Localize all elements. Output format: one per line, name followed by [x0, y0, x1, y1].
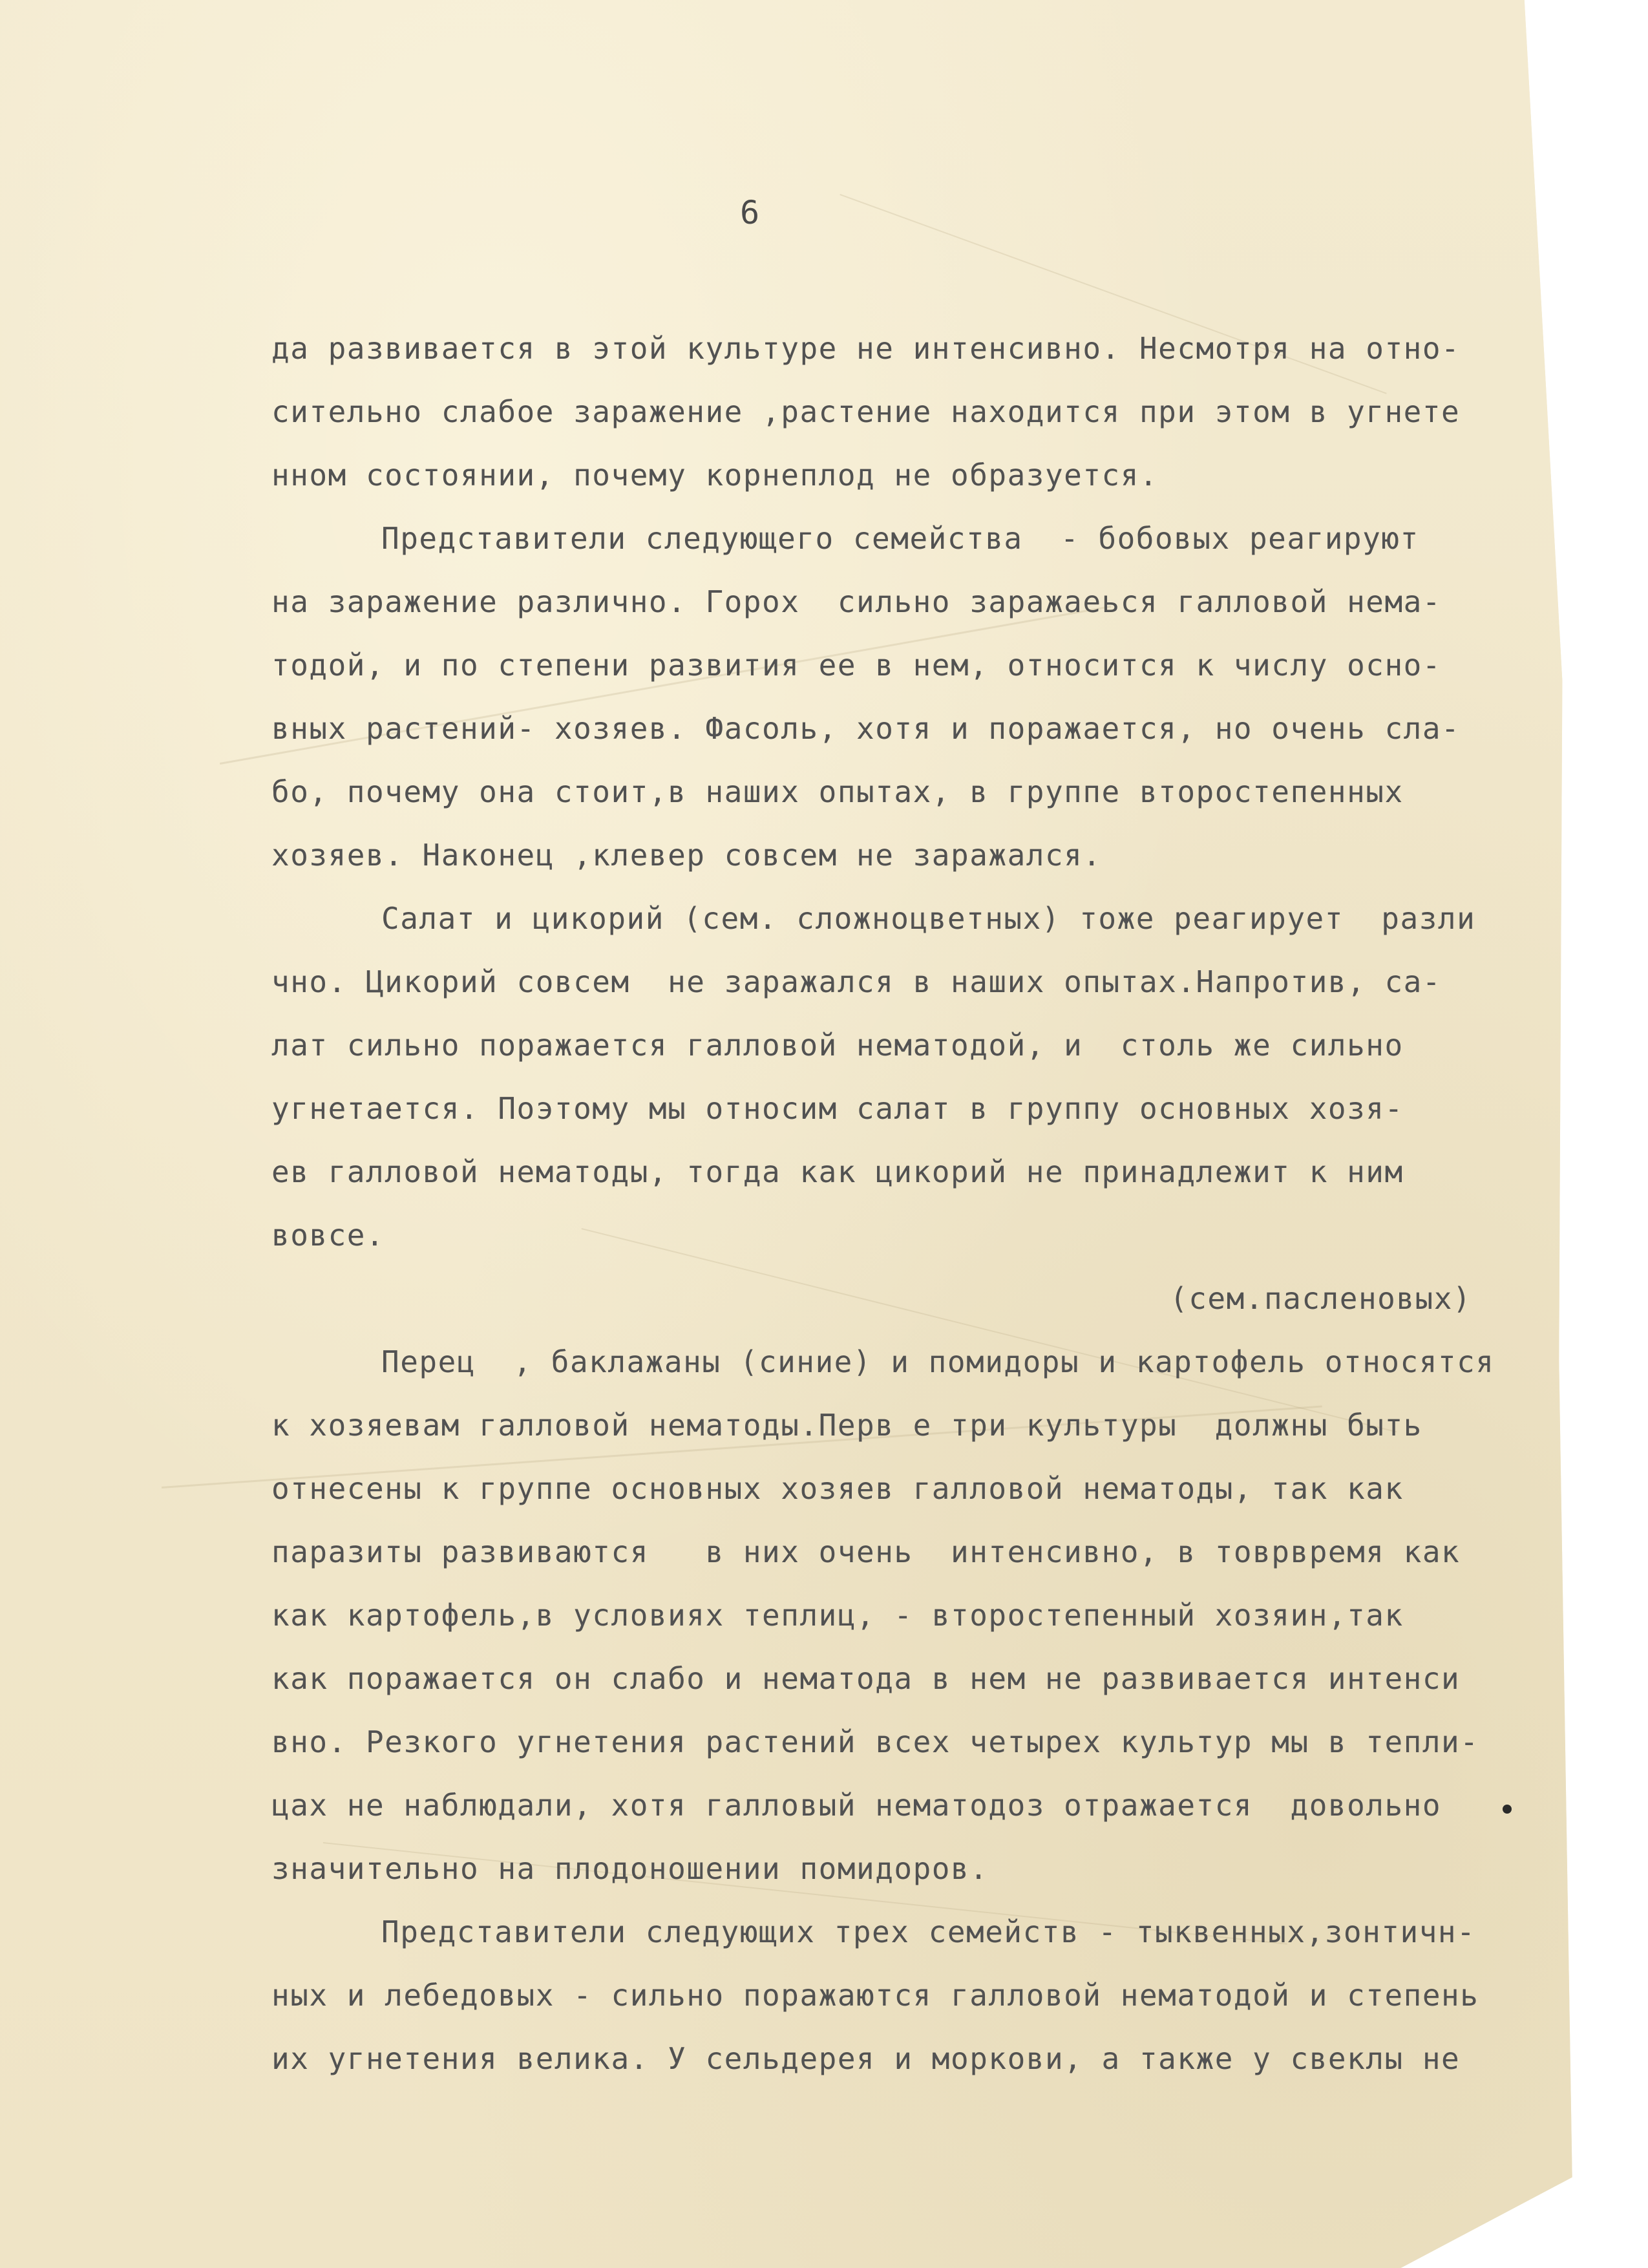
text-line: паразиты развиваются в них очень интенсивно, в товрвремя как: [271, 1534, 1461, 1569]
text-line: как поражается он слабо и нематода в нем не развивается интенси: [271, 1661, 1461, 1696]
text-line: Представители следующих трех семейств - тыквенных,зонтичн-: [381, 1914, 1476, 1949]
text-line: чно. Цикорий совсем не заражался в наших опытах.Напротив, са-: [271, 964, 1442, 999]
text-line: ных и лебедовых - сильно поражаются галловой нематодой и степень: [271, 1978, 1479, 2013]
text-line: Перец , баклажаны (синие) и помидоры и картофель относятся: [381, 1344, 1495, 1379]
text-line: лат сильно поражается галловой нематодой, и столь же сильно: [271, 1028, 1404, 1063]
text-line: нном состоянии, почему корнеплод не образуется.: [271, 458, 1159, 493]
text-line: да развивается в этой культуре не интенсивно. Несмотря на отно-: [271, 331, 1461, 366]
text-line: как картофель,в условиях теплиц, - второстепенный хозяин,так: [271, 1598, 1404, 1633]
text-line: вных растений- хозяев. Фасоль, хотя и поражается, но очень сла-: [271, 711, 1461, 746]
text-line: ев галловой нематоды, тогда как цикорий не принадлежит к ним: [271, 1154, 1404, 1189]
text-line: хозяев. Наконец ,клевер совсем не заражался.: [271, 838, 1102, 873]
text-line: к хозяевам галловой нематоды.Перв е три культуры должны быть: [271, 1408, 1422, 1443]
text-line: вно. Резкого угнетения растений всех четырех культур мы в тепли-: [271, 1724, 1479, 1759]
ink-spot: [1503, 1805, 1512, 1814]
text-line: тодой, и по степени развития ее в нем, относится к числу осно-: [271, 648, 1442, 683]
text-line: отнесены к группе основных хозяев галловой нематоды, так как: [271, 1471, 1404, 1506]
text-line: угнетается. Поэтому мы относим салат в группу основных хозя-: [271, 1091, 1404, 1126]
text-line: Салат и цикорий (сем. сложноцветных) тоже реагирует разли: [381, 901, 1476, 936]
document-body: [271, 317, 1564, 2090]
text-line: (сем.пасленовых): [1170, 1281, 1472, 1316]
text-line: цах не наблюдали, хотя галловый нематодоз отражается довольно: [271, 1788, 1442, 1823]
text-line: Представители следующего семейства - бобовых реагируют: [381, 521, 1419, 556]
page-number: 6: [739, 194, 760, 231]
text-line: значительно на плодоношении помидоров.: [271, 1851, 989, 1886]
text-line: бо, почему она стоит,в наших опытах, в группе второстепенных: [271, 774, 1404, 809]
text-line: вовсе.: [271, 1218, 385, 1253]
text-line: сительно слабое заражение ,растение находится при этом в угнете: [271, 394, 1461, 429]
text-line: их угнетения велика. У сельдерея и моркови, а также у свеклы не: [271, 2041, 1461, 2076]
text-line: на заражение различно. Горох сильно заражаеься галловой нема-: [271, 584, 1442, 619]
